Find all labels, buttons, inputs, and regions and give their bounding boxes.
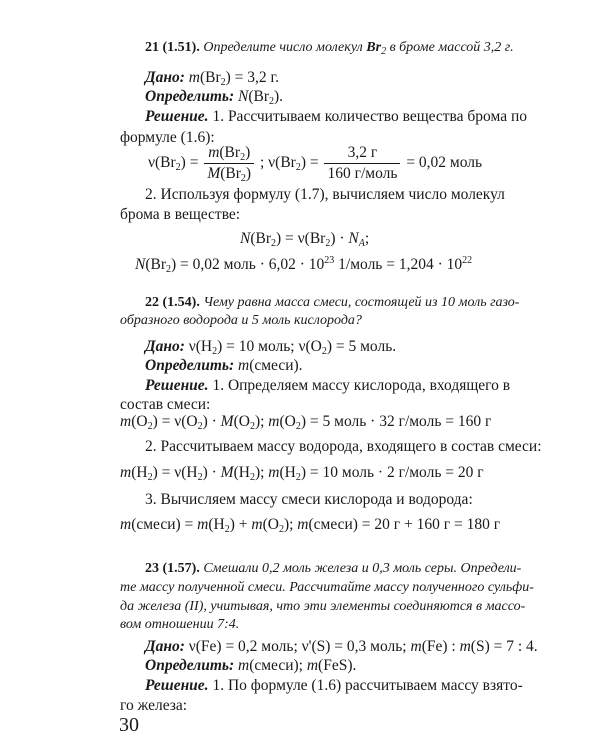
problem-22-step3: 3. Вычисляем массу смеси кислорода и водорода: (145, 491, 473, 508)
problem-23-solution-step1: Решение. 1. По формуле (1.6) рассчитываем массу взято- (145, 677, 523, 694)
problem-23-find: Определить: m(смеси); m(FeS). (145, 657, 357, 674)
problem-22-formula-3: m(смеси) = $m(H_2) + m(O_2)$; m(смеси) = 20 г + 160 г = 180 г (120, 516, 501, 535)
problem-21-statement: 21 (1.51). Определите число молекул $Br_2$ в броме массой 3,2 г. (145, 40, 514, 57)
problem-21-formula-2: $N(Br_2) = \nu(Br_2) \cdot N_A$; (240, 230, 370, 249)
problem-22-statement-line2: образного водорода и 5 моль кислорода? (120, 313, 362, 328)
problem-22-statement-line1: 22 (1.54). Чему равна масса смеси, состоящей из 10 моль газо- (145, 295, 520, 310)
problem-21-given: Дано: $m(Br_2) = 3,2$ г. (145, 69, 279, 88)
fraction-m-over-M: $\frac{m(Br_2)}{M(Br_2)}$ (204, 143, 254, 184)
problem-22-step1-line2: состав смеси: (120, 396, 211, 413)
problem-22-solution-step1: Решение. 1. Определяем массу кислорода, входящего в (145, 377, 511, 394)
fraction-values: $\frac{3,2 г}{\text{160 г/моль}}$ (324, 143, 400, 184)
problem-21-find: Определить: $N(Br_2)$. (145, 88, 284, 107)
problem-22-find: Определить: m(смеси). (145, 357, 303, 374)
problem-22-formula-2: $m(H_2) = \nu(H_2) \cdot M(H_2)$; $m(H_2) = 10$ моль · 2 г/моль = 20 г (120, 464, 484, 483)
problem-23-step1-line2: го железа: (120, 697, 188, 714)
problem-22-number: 22 (1.54). (145, 295, 200, 310)
problem-23-number: 23 (1.57). (145, 561, 200, 576)
problem-23-given: Дано: ν(Fe) = 0,2 моль; ν'(S) = 0,3 моль; m(Fe) : m(S) = 7 : 4. (145, 638, 538, 655)
problem-23-statement-line1: 23 (1.57). Смешали 0,2 моль железа и 0,3 моль серы. Определи- (145, 561, 522, 576)
problem-21-formula-1: $\nu(Br_2)$ = $\frac{m(Br_2)}{M(Br_2)}$ ; $\nu(Br_2)$ = $\frac{3,2 г}{\text{160 г/моль}}$ = 0,02 моль (148, 144, 483, 184)
problem-22-formula-1: $m(O_2) = \nu(O_2) \cdot M(O_2)$; $m(O_2) = 5$ моль · 32 г/моль = 160 г (120, 413, 492, 432)
problem-23-statement-line4: вом отношении 7:4. (120, 617, 240, 632)
problem-23-statement-line3: да железа (II), учитывая, что эти элементы соединяются в массо- (120, 599, 526, 614)
problem-21-step2-line2: брома в веществе: (120, 206, 241, 223)
problem-23-statement-line2: те массу полученной смеси. Рассчитайте массу полученного сульфи- (120, 580, 534, 595)
problem-21-number: 21 (1.51). (145, 40, 200, 55)
page-number: 30 (119, 714, 139, 736)
problem-22-given: Дано: $\nu(H_2) = 10$ моль; $\nu(O_2) = 5$ моль. (145, 338, 397, 357)
problem-22-step2: 2. Рассчитываем массу водорода, входящего в состав смеси: (145, 438, 542, 455)
problem-21-formula-3: $N(Br_2) = 0,02$ моль · $6,02 \cdot 10^{23}$ 1/моль = $1,204 \cdot 10^{22}$ (135, 255, 473, 275)
problem-21-step1-line2: формуле (1.6): (120, 129, 215, 146)
problem-21-step2-line1: 2. Используя формулу (1.7), вычисляем число молекул (145, 186, 505, 203)
problem-21-solution-step1: Решение. 1. Рассчитываем количество вещества брома по (145, 108, 528, 125)
